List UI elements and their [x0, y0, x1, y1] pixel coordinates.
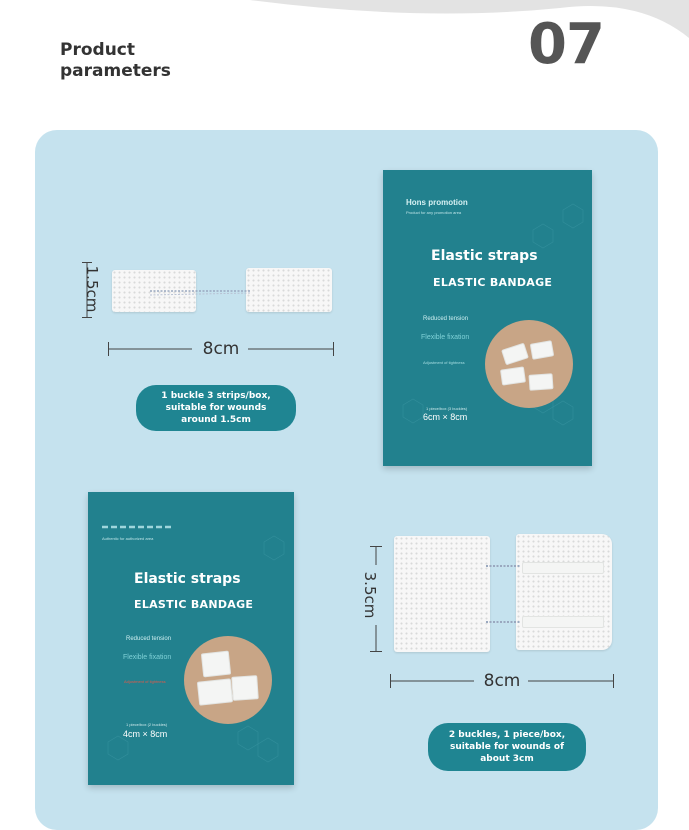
pack-large-name: Elastic straps	[134, 571, 241, 587]
pack-small	[383, 170, 592, 466]
strip-right-pad	[246, 268, 332, 312]
product-large-width-label: 8cm	[483, 671, 521, 691]
strip-large-left-pad	[394, 536, 490, 652]
pack-small-name: Elastic straps	[431, 248, 538, 264]
pack-large-feature3: Adjustment of tightness	[124, 679, 166, 684]
product-large-height-label: 3.5cm	[361, 565, 379, 625]
pack-large-subtitle: ELASTIC BANDAGE	[134, 598, 254, 611]
pack-large-size: 4cm × 8cm	[123, 729, 168, 739]
pack-large-product-photo	[184, 636, 272, 724]
pack-small-brand: Hons promotion	[406, 198, 468, 207]
strip-large-buckle-top	[522, 562, 604, 574]
pack-large	[88, 492, 294, 785]
pack-small-feature1: Reduced tension	[423, 316, 469, 322]
page-title-line1: Product	[60, 40, 135, 60]
product-large-info-pill: 2 buckles, 1 piece/box, suitable for wounds of about 3cm	[428, 723, 586, 771]
product-small-info-pill: 1 buckle 3 strips/box, suitable for wounds around 1.5cm	[136, 385, 296, 431]
strip-large-right-pad	[516, 534, 612, 650]
strip-large-connector-lace	[486, 556, 520, 634]
page-title-line2: parameters	[60, 61, 171, 81]
pack-small-size-note: 1 piece/box (3 buckles)	[426, 406, 468, 411]
pack-large-brand-sub: Authentic for authorized area	[102, 536, 154, 541]
pack-large-size-note: 1 piece/box (2 buckles)	[126, 722, 168, 727]
pack-large-feature2: Flexible fixation	[123, 654, 172, 661]
product-small-width-label: 8cm	[202, 339, 240, 359]
pack-large-feature1: Reduced tension	[126, 636, 172, 642]
pack-small-brand-sub: Product for any promotion area	[406, 210, 462, 215]
pack-small-size: 6cm × 8cm	[423, 412, 468, 422]
pack-small-feature2: Flexible fixation	[421, 334, 470, 341]
strip-large-buckle-bottom	[522, 616, 604, 628]
product-small-height-label: 1.5cm	[83, 265, 101, 313]
pack-small-feature3: Adjustment of tightness	[423, 360, 465, 365]
pack-small-product-photo	[485, 320, 573, 408]
pack-small-subtitle: ELASTIC BANDAGE	[433, 276, 553, 289]
page-number: 07	[528, 12, 604, 77]
strip-connector-lace	[150, 280, 250, 302]
page-title	[60, 40, 235, 86]
